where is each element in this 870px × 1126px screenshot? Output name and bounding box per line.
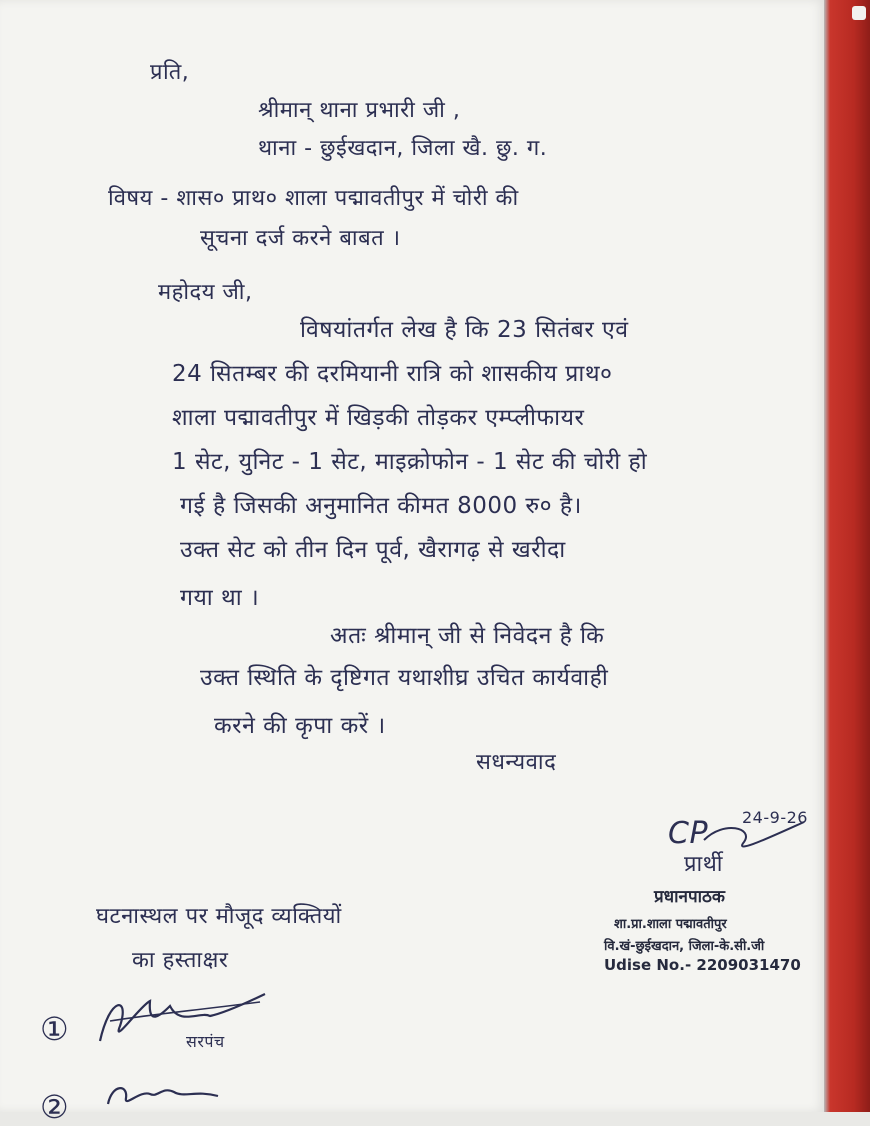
body-line-8: अतः श्रीमान् जी से निवेदन है कि — [330, 623, 605, 649]
witness-1-signature — [90, 986, 280, 1060]
body-line-2: 24 सितम्बर की दरमियानी रात्रि को शासकीय प्राथ० — [172, 361, 613, 387]
sender-signature-stroke — [664, 810, 814, 864]
body-line-9: उक्त स्थिति के दृष्टिगत यथाशीघ्र उचित कार्यवाही — [200, 665, 609, 691]
stamp-udise: Udise No.- 2209031470 — [604, 956, 801, 974]
subject-line-1: विषय - शास० प्राथ० शाला पद्मावतीपुर में चोरी की — [108, 186, 519, 211]
body-line-1: विषयांतर्गत लेख है कि 23 सितंबर एवं — [300, 317, 629, 343]
thanks: सधन्यवाद — [476, 750, 557, 775]
witness-line-2: का हस्ताक्षर — [132, 948, 229, 973]
body-line-10: करने की कृपा करें । — [214, 713, 386, 739]
sender-date: 24-9-26 — [742, 808, 808, 827]
subject-line-2: सूचना दर्ज करने बाबत । — [200, 226, 401, 251]
body-line-6: उक्त सेट को तीन दिन पूर्व, खैरागढ़ से खरीदा — [180, 537, 566, 563]
recipient-line-1: श्रीमान् थाना प्रभारी जी , — [258, 98, 461, 123]
witness-2-number: ② — [40, 1088, 70, 1126]
stamp-title: प्रधानपाठक — [654, 887, 725, 907]
stamp-line-2: वि.खं-छुईखदान, जिला-के.सी.जी — [604, 939, 765, 954]
witness-1-title: सरपंच — [186, 1032, 225, 1051]
edge-mark — [852, 6, 866, 20]
witness-line-1: घटनास्थल पर मौजूद व्यक्तियों — [96, 904, 342, 929]
witness-2-signature — [100, 1076, 230, 1116]
body-line-5: गई है जिसकी अनुमानित कीमत 8000 रु० है। — [180, 493, 582, 519]
sender-initials: CP — [668, 816, 709, 851]
body-line-4: 1 सेट, युनिट - 1 सेट, माइक्रोफोन - 1 सेट की चोरी हो — [172, 449, 648, 475]
body-line-3: शाला पद्मावतीपुर में खिड़की तोड़कर एम्प्लीफायर — [172, 405, 585, 431]
sender-label: प्रार्थी — [684, 852, 723, 877]
greeting: महोदय जी, — [158, 280, 253, 305]
salutation-to: प्रति, — [150, 60, 190, 85]
witness-1-number: ① — [40, 1010, 70, 1048]
stamp-line-1: शा.प्रा.शाला पद्मावतीपुर — [614, 917, 727, 932]
recipient-line-2: थाना - छुईखदान, जिला खै. छु. ग. — [258, 136, 548, 161]
page-edge-background — [824, 0, 870, 1112]
body-line-7: गया था । — [180, 585, 260, 611]
